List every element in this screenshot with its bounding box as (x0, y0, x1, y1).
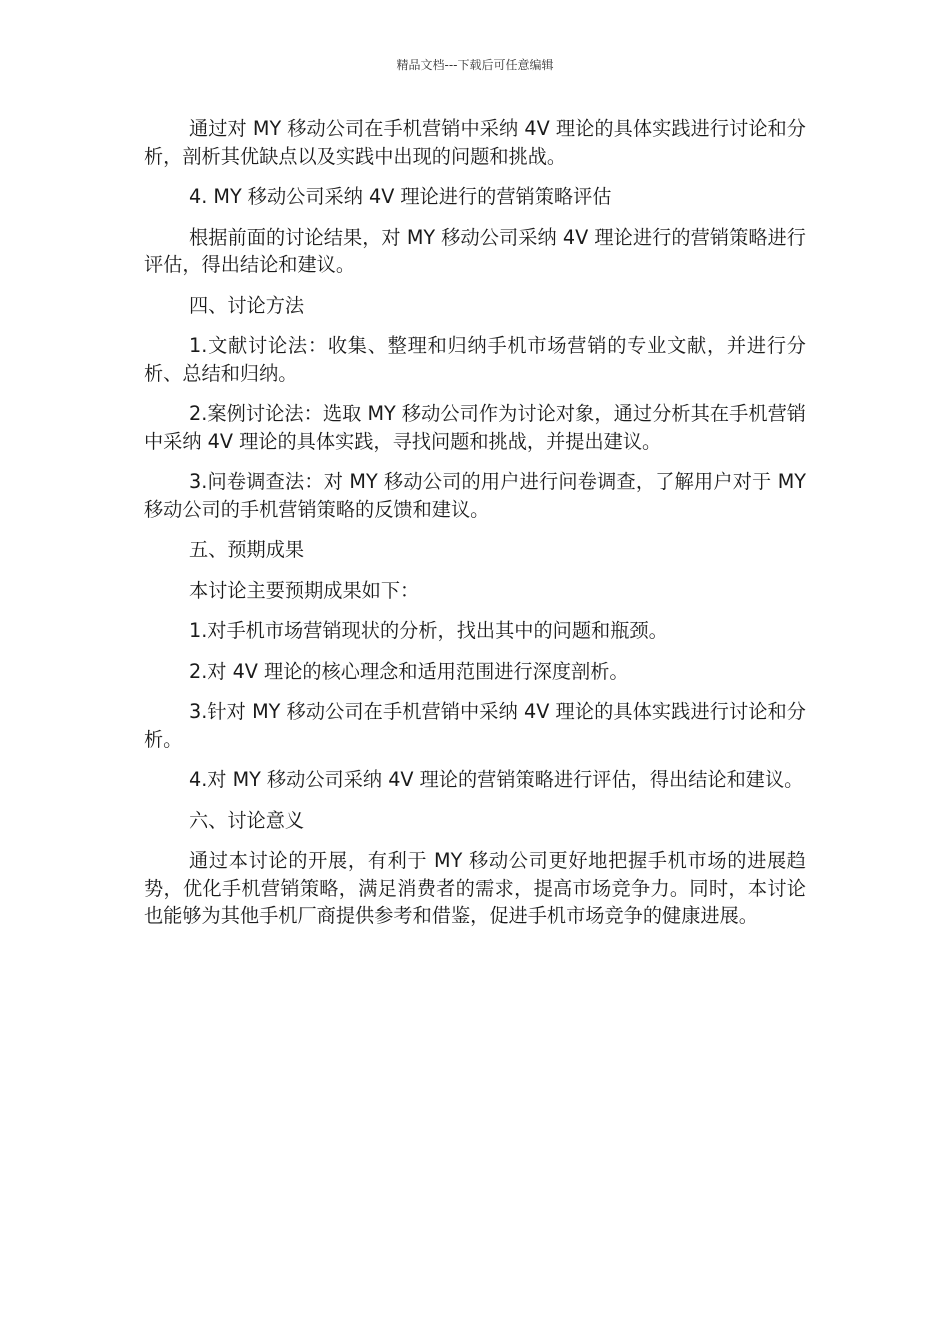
section-heading-strategy-evaluation: 4. MY 移动公司采纳 4V 理论进行的营销策略评估 (189, 185, 612, 208)
paragraph-method-literature: 1.文献讨论法：收集、整理和归纳手机市场营销的专业文献，并进行分析、总结和归纳。 (144, 334, 806, 385)
paragraph-evaluation: 根据前面的讨论结果，对 MY 移动公司采纳 4V 理论进行的营销策略进行评估，得出结论和建议。 (144, 225, 806, 276)
paragraph-significance: 通过本讨论的开展，有利于 MY 移动公司更好地把握手机市场的进展趋势，优化手机营销策略，满足消费者的需求，提高市场竞争力。同时，本讨论也能够为其他手机厂商提供参考和借鉴，促进手机市场竞争的健康进展。 (144, 849, 806, 927)
page-header: 精品文档---下载后可任意编辑 (396, 58, 554, 72)
paragraph-result-4: 4.对 MY 移动公司采纳 4V 理论的营销策略进行评估，得出结论和建议。 (189, 768, 804, 791)
paragraph-result-1: 1.对手机市场营销现状的分析，找出其中的问题和瓶颈。 (189, 619, 668, 642)
paragraph-method-survey: 3.问卷调查法：对 MY 移动公司的用户进行问卷调查，了解用户对于 MY 移动公司的手机营销策略的反馈和建议。 (144, 470, 806, 521)
section-heading-significance: 六、讨论意义 (189, 808, 305, 832)
paragraph-result-2: 2.对 4V 理论的核心理念和适用范围进行深度剖析。 (189, 659, 629, 683)
section-heading-expected-results: 五、预期成果 (189, 538, 305, 561)
paragraph-analysis-intro: 通过对 MY 移动公司在手机营销中采纳 4V 理论的具体实践进行讨论和分析，剖析其优缺点以及实践中出现的问题和挑战。 (144, 117, 806, 168)
document-body (144, 115, 806, 943)
paragraph-results-intro: 本讨论主要预期成果如下： (189, 578, 420, 602)
paragraph-result-3: 3.针对 MY 移动公司在手机营销中采纳 4V 理论的具体实践进行讨论和分析。 (144, 700, 806, 751)
section-heading-methods: 四、讨论方法 (189, 293, 305, 317)
paragraph-method-case: 2.案例讨论法：选取 MY 移动公司作为讨论对象，通过分析其在手机营销中采纳 4V 理论的具体实践，寻找问题和挑战，并提出建议。 (144, 402, 806, 453)
